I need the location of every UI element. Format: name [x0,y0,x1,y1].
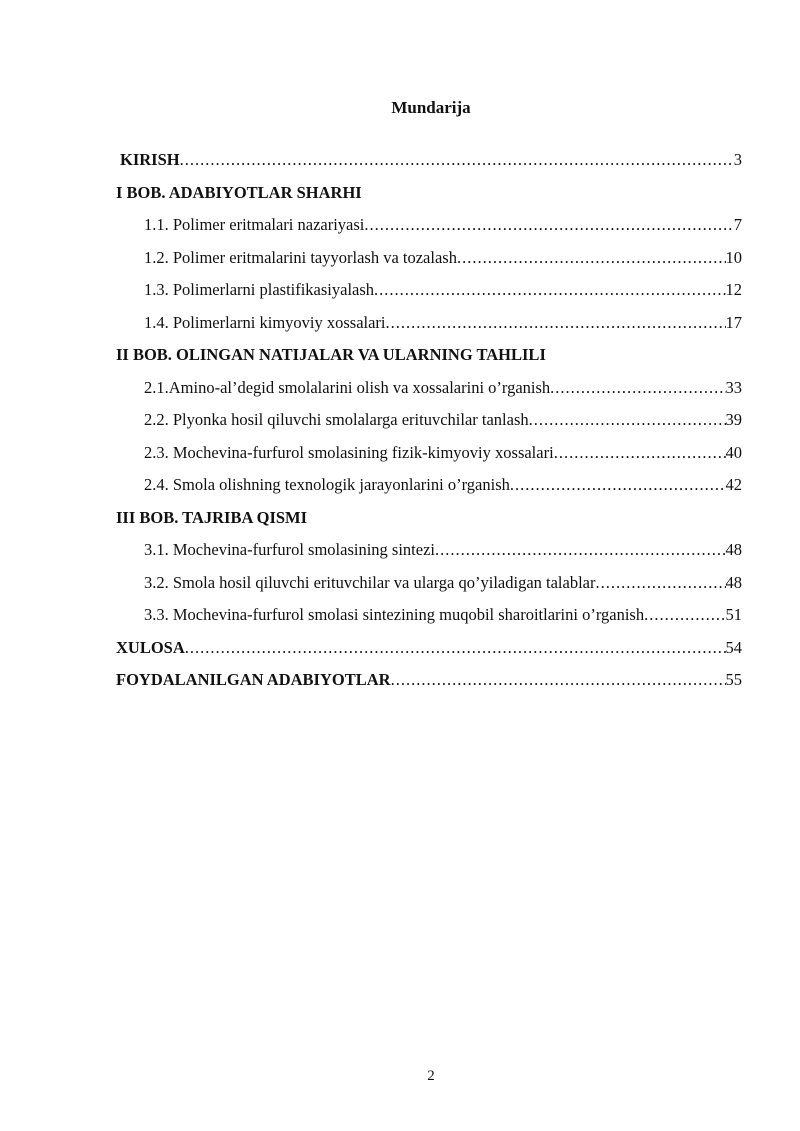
toc-entry-page: 10 [725,247,742,267]
toc-entry-label: XULOSA [116,637,185,657]
dot-leader [391,670,726,690]
toc-chapter-1[interactable] [116,183,742,216]
dot-leader [596,573,726,593]
toc-entry-label: FOYDALANILGAN ADABIYOTLAR [116,670,391,689]
toc-entry-label: 2.1.Amino-al’degid smolalarini olish va xossalarini o’rganish [144,377,551,397]
toc-entry-3-3[interactable] [116,605,742,638]
dot-leader [185,638,726,658]
toc-entry-1-1[interactable] [116,215,742,248]
toc-entry-3-1[interactable] [116,540,742,573]
page-number: 2 [427,1068,435,1084]
toc-entry-label: 3.3. Mochevina-furfurol smolasi sintezining muqobil sharoitlarini o’rganish [144,605,645,624]
toc-entry-page: 7 [733,215,742,234]
toc-entry-label: 1.1. Polimer eritmalari nazariyasi [144,215,365,234]
toc-entry-label: 2.4. Smola olishning texnologik jarayonlarini o’rganish [144,475,510,494]
dot-leader [510,475,726,495]
toc-entry-xulosa[interactable] [116,638,742,671]
toc-entry-page: 42 [725,475,742,494]
toc-entry-label: 1.4. Polimerlarni kimyoviy xossalari [144,312,386,332]
toc-entry-page: 17 [725,312,742,332]
toc-entry-label: 1.3. Polimerlarni plastifikasiyalash [144,280,375,299]
toc-entry-adabiyotlar[interactable] [116,670,742,703]
toc-entry-3-2[interactable] [116,573,742,606]
toc-entry-label: 2.2. Plyonka hosil qiluvchi smolalarga erituvchilar tanlash [144,410,529,429]
dot-leader [550,378,725,398]
dot-leader [386,313,726,333]
toc-entry-label: 1.2. Polimer eritmalarini tayyorlash va tozalash [144,247,457,267]
toc-entry-page: 51 [725,605,742,624]
dot-leader [180,150,734,170]
toc-entry-label: I BOB. ADABIYOTLAR SHARHI [116,182,362,202]
toc-entry-page: 12 [725,280,742,299]
table-of-contents [116,150,742,703]
toc-entry-2-1[interactable] [116,378,742,411]
toc-entry-kirish[interactable] [116,150,742,183]
toc-entry-page: 54 [725,637,742,657]
toc-entry-page: 55 [725,670,742,689]
toc-entry-1-2[interactable] [116,248,742,281]
toc-chapter-2[interactable] [116,345,742,378]
dot-leader [364,215,733,235]
toc-entry-label: 3.1. Mochevina-furfurol smolasining sintezi [144,540,435,559]
toc-entry-label: II BOB. OLINGAN NATIJALAR VA ULARNING TAHLILI [116,345,546,364]
toc-entry-label: III BOB. TAJRIBA QISMI [116,507,308,527]
toc-entry-1-3[interactable] [116,280,742,313]
toc-entry-page: 40 [725,442,742,462]
dot-leader [644,605,725,625]
dot-leader [374,280,725,300]
dot-leader [435,540,726,560]
toc-entry-page: 39 [725,410,742,429]
toc-entry-2-2[interactable] [116,410,742,443]
toc-entry-page: 33 [725,377,742,397]
dot-leader [457,248,726,268]
toc-entry-page: 48 [725,540,742,559]
toc-entry-page: 48 [725,572,742,592]
dot-leader [554,443,726,463]
toc-entry-2-3[interactable] [116,443,742,476]
toc-entry-label: 3.2. Smola hosil qiluvchi erituvchilar va ularga qo’yiladigan talablar [144,572,596,592]
toc-entry-1-4[interactable] [116,313,742,346]
dot-leader [529,410,726,430]
page-title: Mundarija [391,98,471,117]
toc-chapter-3[interactable] [116,508,742,541]
toc-entry-label: 2.3. Mochevina-furfurol smolasining fizik-kimyoviy xossalari [144,442,554,462]
toc-entry-page: 3 [733,150,742,169]
toc-entry-2-4[interactable] [116,475,742,508]
toc-entry-label: KIRISH [120,150,180,169]
